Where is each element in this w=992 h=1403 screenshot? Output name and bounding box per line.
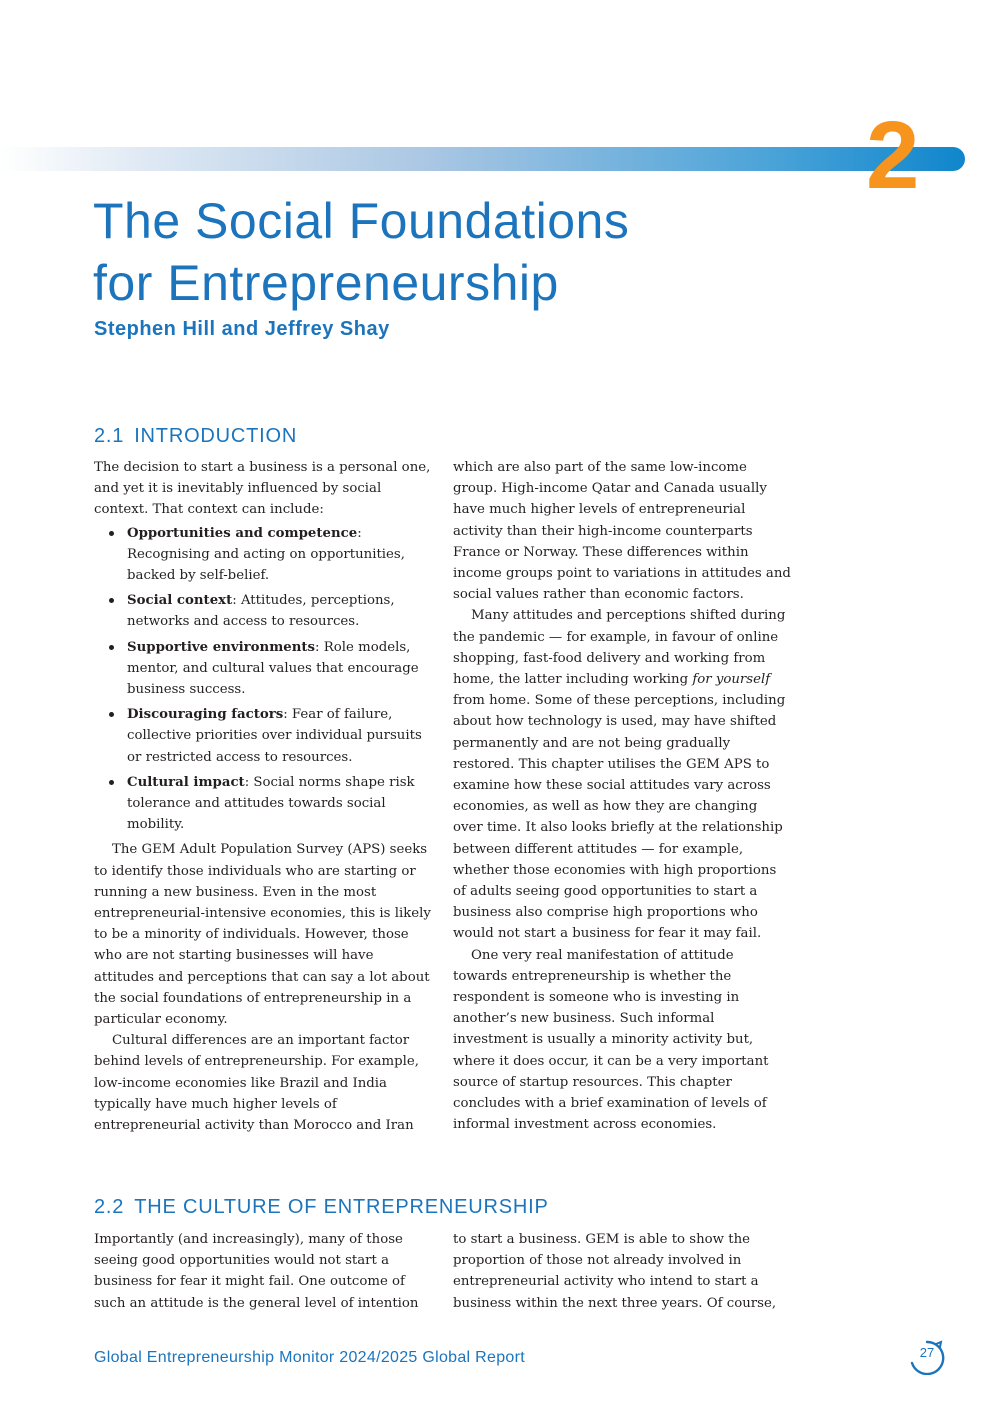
header-band [0, 147, 965, 171]
chapter-title [93, 190, 853, 314]
pandemic-text-b: from home. Some of these perceptions, including about how technology is used, may have shifted permanently and are not being gradually restored. This chapter utilises the GEM APS to examine how these social attitudes vary across economies, as well as how they are changing over time. It also looks briefly at the relationship between different attitudes — for example, whether those economies with high proportions of adults seeing good opportunities to start a business also comprise high proportions who would not start a business for fear it may fail. [453, 693, 786, 942]
list-item [94, 704, 432, 768]
intro-left-column [94, 457, 432, 1136]
list-item [94, 523, 432, 587]
context-factors-list [94, 523, 432, 836]
intro-right-column [453, 457, 791, 1136]
bullet-term: Opportunities and competence [127, 525, 358, 541]
pandemic-text-a: Many attitudes and perceptions shifted during the pandemic — for example, in favour of online shopping, fast-food delivery and working from home, the latter including working [453, 608, 786, 688]
list-item [94, 590, 432, 632]
page-number: 27 [919, 1345, 935, 1360]
culture-left-column [94, 1229, 432, 1314]
cultural-paragraph: Cultural differences are an important factor behind levels of entrepreneurship. For example, low-income economies like Brazil and India typically have much higher levels of entrepreneurial activity than Morocco and Iran [94, 1033, 420, 1134]
page-number-badge [906, 1337, 948, 1375]
bullet-text: : Role models, mentor, and cultural values that encourage business success. [127, 639, 419, 698]
culture-paragraph-right: to start a business. GEM is able to show the proportion of those not already involved in entrepreneurial activity who intend to start a business within the next three years. Of course, [453, 1232, 777, 1311]
chapter-authors: Stephen Hill and Jeffrey Shay [94, 318, 390, 340]
pandemic-emphasis: for yourself [692, 672, 771, 688]
culture-right-column [453, 1229, 791, 1314]
section-title: INTRODUCTION [134, 425, 298, 447]
continued-paragraph: which are also part of the same low-income group. High-income Qatar and Canada usually have much higher levels of entrepreneurial activity than their high-income counterparts France or Norway. These differences within income groups point to variations in attitudes and social values rather than economic factors. [453, 460, 791, 603]
pandemic-paragraph [453, 605, 791, 944]
section-title: THE CULTURE OF ENTREPRENEURSHIP [134, 1196, 549, 1218]
bullet-text: : Recognising and acting on opportunities, backed by self-belief. [127, 525, 405, 584]
section-number: 2.2 [94, 1196, 125, 1218]
section-number: 2.1 [94, 425, 125, 447]
section-heading-introduction [94, 423, 297, 449]
bullet-term: Discouraging factors [127, 707, 284, 723]
bullet-term: Social context [127, 593, 233, 609]
title-line-2: for Entrepreneurship [93, 255, 559, 311]
intro-paragraph: The decision to start a business is a personal one, and yet it is inevitably influenced by social context. That context can include: [94, 460, 431, 518]
chapter-number: 2 [866, 102, 920, 209]
list-item [94, 637, 432, 701]
bullet-term: Cultural impact [127, 774, 245, 790]
bullet-text: : Attitudes, perceptions, networks and access to resources. [127, 593, 395, 630]
title-line-1: The Social Foundations [93, 193, 630, 249]
footer-report-title: Global Entrepreneurship Monitor 2024/2025 Global Report [94, 1349, 525, 1366]
section-heading-culture [94, 1194, 549, 1220]
investment-paragraph: One very real manifestation of attitude towards entrepreneurship is whether the respondent is someone who is investing in another’s new business. Such informal investment is usually a minority activity but, where it does occur, it can be a very important source of startup resources. This chapter concludes with a brief examination of levels of informal investment across economies. [453, 947, 769, 1133]
bullet-text: : Fear of failure, collective priorities over individual pursuits or restricted access to resources. [127, 707, 422, 765]
aps-paragraph: The GEM Adult Population Survey (APS) seeks to identify those individuals who are starting or running a new business. Even in the most entrepreneurial-intensive economies, this is likely to be a minority of individuals. However, those who are not starting businesses will have attitudes and perceptions that can say a lot about the social foundations of entrepreneurship in a particular economy. [94, 842, 431, 1028]
bullet-text: : Social norms shape risk tolerance and attitudes towards social mobility. [127, 774, 415, 833]
culture-paragraph-left: Importantly (and increasingly), many of those seeing good opportunities would not start a business for fear it might fail. One outcome of such an attitude is the general level of intention [94, 1232, 419, 1311]
list-item [94, 772, 432, 836]
bullet-term: Supportive environments [127, 639, 316, 655]
